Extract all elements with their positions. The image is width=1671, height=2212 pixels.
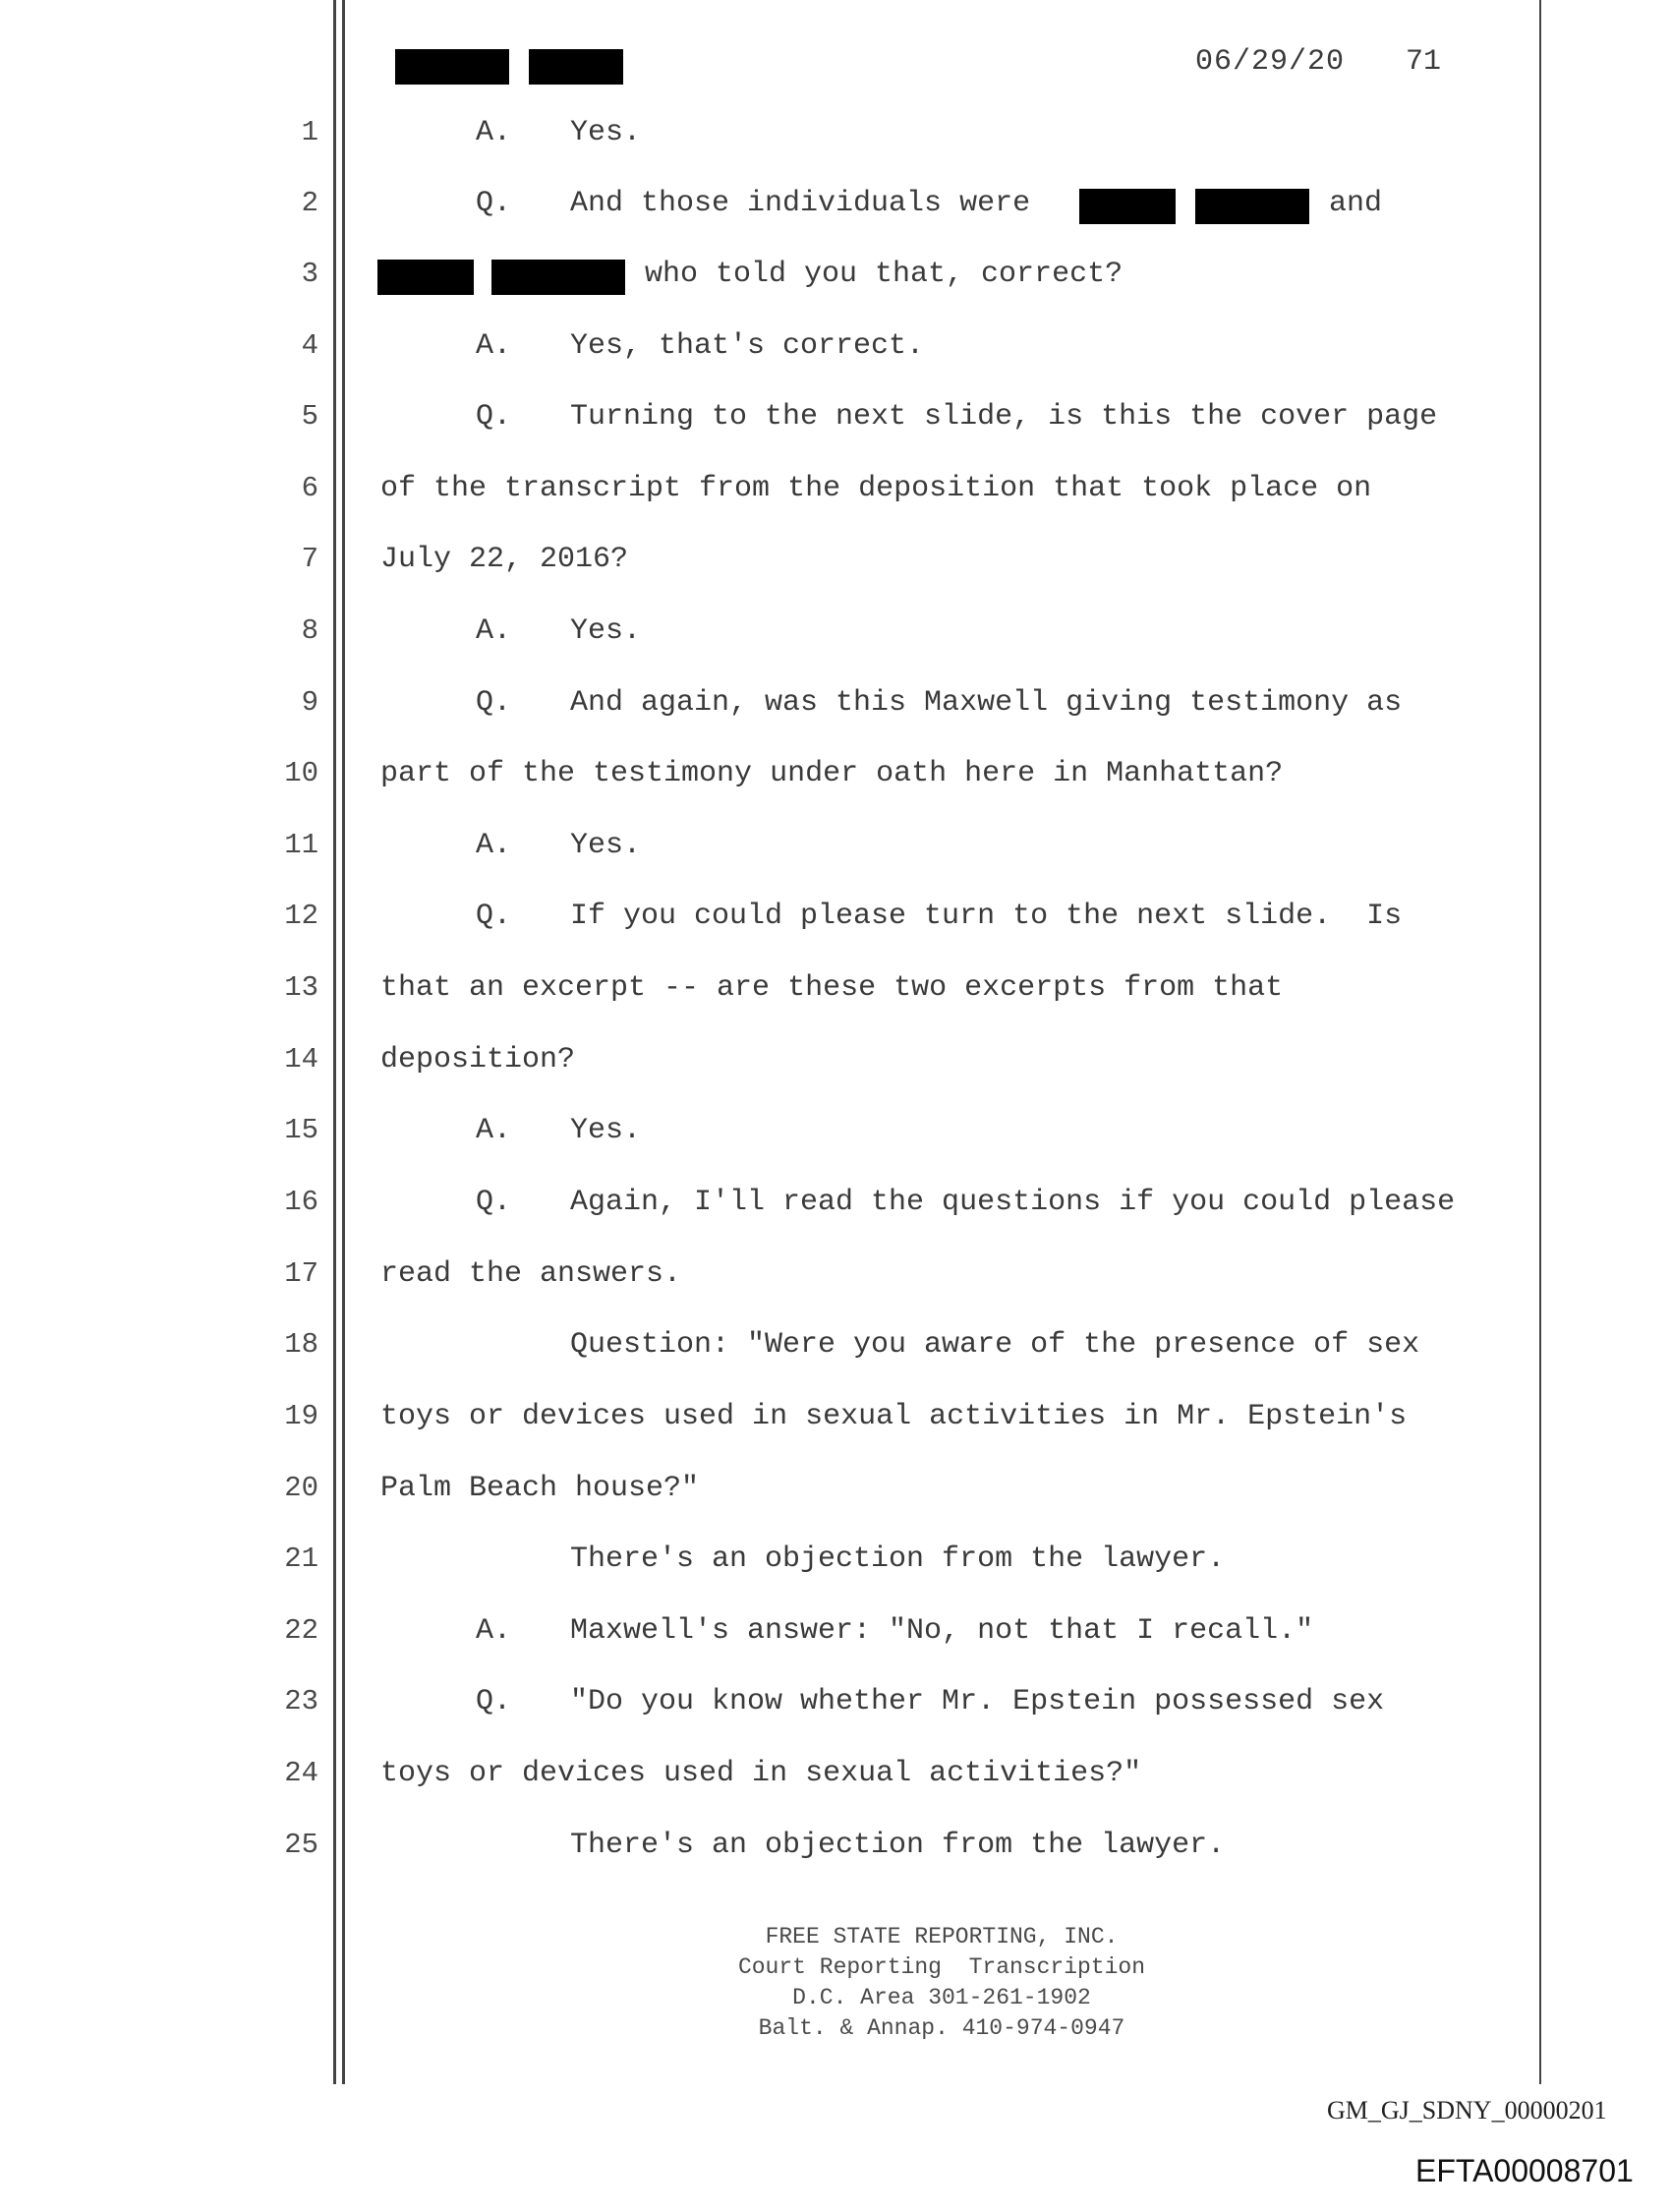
transcript-line xyxy=(0,400,1671,471)
transcript-line xyxy=(0,971,1671,1042)
line-number: 15 xyxy=(284,1114,318,1146)
line-text: who told you that, correct? xyxy=(645,258,1124,291)
line-text: Maxwell's answer: "No, not that I recall." xyxy=(570,1614,1314,1648)
transcript-line xyxy=(0,686,1671,757)
line-text: Palm Beach house?" xyxy=(380,1472,700,1505)
transcript-line xyxy=(0,472,1671,543)
name-redaction xyxy=(1079,189,1176,224)
line-number: 19 xyxy=(284,1400,318,1432)
line-number: 14 xyxy=(284,1043,318,1076)
name-redaction xyxy=(1195,189,1309,224)
bates-number: GM_GJ_SDNY_00000201 xyxy=(1327,2096,1607,2125)
header-redaction-2 xyxy=(529,49,623,85)
speaker-label: A. xyxy=(476,116,512,149)
footer-phone-dc: D.C. Area 301-261-1902 xyxy=(792,1985,1091,2010)
transcript-line xyxy=(0,1614,1671,1685)
line-number: 23 xyxy=(284,1685,318,1717)
footer-services: Court Reporting Transcription xyxy=(737,1954,1146,1980)
line-number: 4 xyxy=(301,329,318,362)
transcript-line xyxy=(0,614,1671,685)
line-number: 6 xyxy=(301,472,318,504)
line-number: 11 xyxy=(284,829,318,861)
line-text: Turning to the next slide, is this the cover page xyxy=(570,400,1438,434)
line-number: 1 xyxy=(301,116,318,148)
transcript-line xyxy=(0,1114,1671,1185)
speaker-label: Q. xyxy=(476,900,512,933)
transcript-line xyxy=(0,829,1671,900)
line-text: And those individuals were xyxy=(570,187,1031,220)
transcript-line xyxy=(0,258,1671,328)
line-text: There's an objection from the lawyer. xyxy=(570,1829,1226,1862)
speaker-label: Q. xyxy=(476,1685,512,1718)
speaker-label: A. xyxy=(476,1614,512,1648)
line-text-continued: and xyxy=(1329,187,1383,220)
footer-company: FREE STATE REPORTING, INC. xyxy=(765,1924,1119,1950)
transcript-line xyxy=(0,1043,1671,1114)
line-text: toys or devices used in sexual activities in Mr. Epstein's xyxy=(380,1400,1408,1433)
line-text: Yes. xyxy=(570,116,642,149)
line-text: And again, was this Maxwell giving testimony as xyxy=(570,686,1403,720)
line-text: that an excerpt -- are these two excerpts from that xyxy=(380,971,1284,1005)
transcript-line xyxy=(0,329,1671,400)
line-number: 21 xyxy=(284,1543,318,1575)
speaker-label: Q. xyxy=(476,686,512,720)
line-number: 20 xyxy=(284,1472,318,1504)
line-number: 13 xyxy=(284,971,318,1004)
transcript-line xyxy=(0,1685,1671,1756)
speaker-label: A. xyxy=(476,829,512,862)
line-number: 3 xyxy=(301,258,318,290)
line-text: toys or devices used in sexual activities?" xyxy=(380,1757,1142,1790)
line-number: 16 xyxy=(284,1186,318,1218)
line-text: "Do you know whether Mr. Epstein possessed sex xyxy=(570,1685,1385,1718)
speaker-label: A. xyxy=(476,329,512,363)
line-text: If you could please turn to the next slide. Is xyxy=(570,900,1403,933)
header-redaction-1 xyxy=(395,49,509,85)
line-text: Question: "Were you aware of the presence of sex xyxy=(570,1328,1420,1362)
line-number: 9 xyxy=(301,686,318,719)
line-text: part of the testimony under oath here in Manhattan? xyxy=(380,757,1284,790)
transcript-line xyxy=(0,1829,1671,1899)
line-number: 5 xyxy=(301,400,318,433)
speaker-label: Q. xyxy=(476,400,512,434)
transcript-line xyxy=(0,1400,1671,1471)
transcript-line xyxy=(0,1757,1671,1828)
header-date: 06/29/20 xyxy=(1195,45,1346,79)
transcript-line xyxy=(0,757,1671,828)
line-number: 25 xyxy=(284,1829,318,1861)
transcript-line xyxy=(0,1472,1671,1543)
speaker-label: Q. xyxy=(476,1186,512,1219)
efta-number: EFTA00008701 xyxy=(1415,2153,1634,2188)
line-text: July 22, 2016? xyxy=(380,543,629,576)
transcript-line xyxy=(0,1328,1671,1399)
line-number: 18 xyxy=(284,1328,318,1361)
speaker-label: A. xyxy=(476,614,512,648)
line-number: 12 xyxy=(284,900,318,932)
line-number: 7 xyxy=(301,543,318,575)
transcript-line xyxy=(0,187,1671,258)
line-text: Yes, that's correct. xyxy=(570,329,925,363)
transcript-line xyxy=(0,543,1671,613)
transcript-line xyxy=(0,1543,1671,1613)
line-text: deposition? xyxy=(380,1043,576,1077)
name-redaction xyxy=(491,260,625,295)
reporter-footer xyxy=(344,1922,1539,2044)
line-number: 24 xyxy=(284,1757,318,1789)
transcript-line xyxy=(0,116,1671,187)
line-number: 17 xyxy=(284,1257,318,1290)
line-text: Yes. xyxy=(570,829,642,862)
speaker-label: Q. xyxy=(476,187,512,220)
footer-phone-balt: Balt. & Annap. 410-974-0947 xyxy=(758,2015,1125,2041)
speaker-label: A. xyxy=(476,1114,512,1147)
line-text: Yes. xyxy=(570,614,642,648)
line-text: read the answers. xyxy=(380,1257,682,1291)
line-text: of the transcript from the deposition that took place on xyxy=(380,472,1372,505)
name-redaction xyxy=(377,260,474,295)
line-number: 10 xyxy=(284,757,318,789)
line-number: 2 xyxy=(301,187,318,219)
line-text: Yes. xyxy=(570,1114,642,1147)
page-number: 71 xyxy=(1406,45,1442,79)
transcript-line xyxy=(0,1257,1671,1328)
transcript-line xyxy=(0,1186,1671,1256)
line-number: 22 xyxy=(284,1614,318,1647)
line-text: Again, I'll read the questions if you could please xyxy=(570,1186,1456,1219)
line-number: 8 xyxy=(301,614,318,647)
line-text: There's an objection from the lawyer. xyxy=(570,1543,1226,1576)
transcript-line xyxy=(0,900,1671,970)
